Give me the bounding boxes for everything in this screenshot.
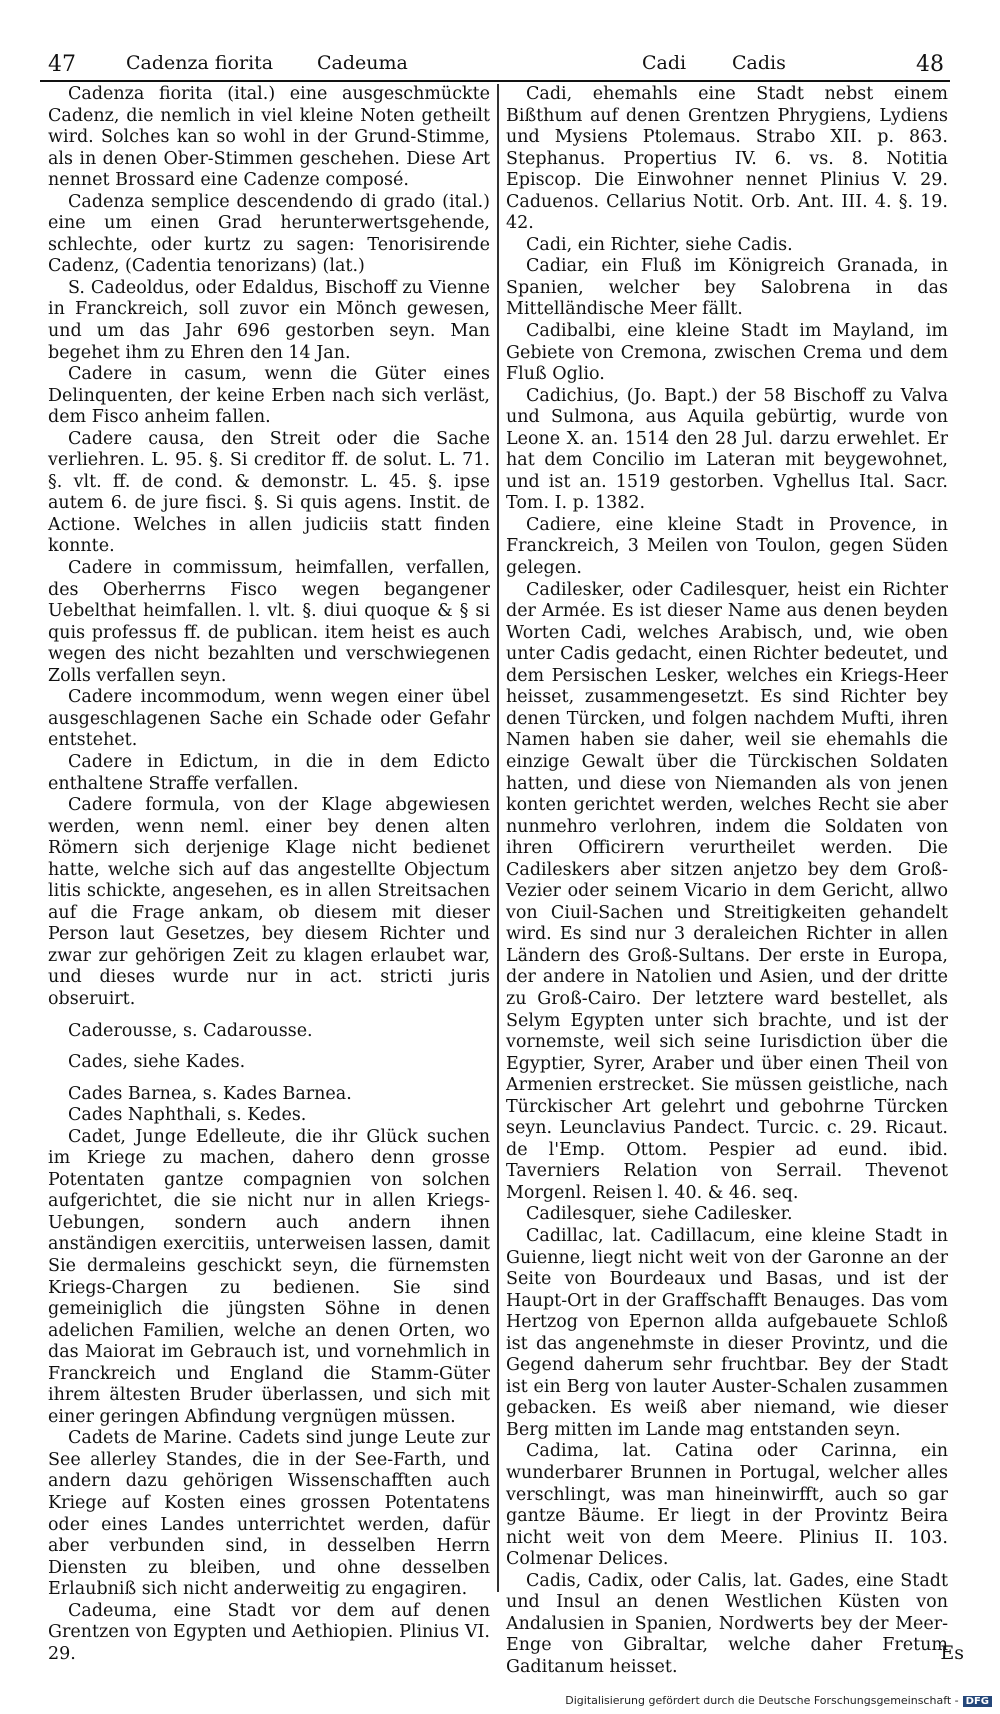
left-column (48, 84, 490, 1664)
entry: Cades Naphthali, s. Kedes. (68, 1105, 307, 1126)
entry: Cades, siehe Kades. (68, 1052, 246, 1073)
entry: Cades Barnea, s. Kades Barnea. (68, 1083, 352, 1104)
running-head-left-1: Cadenza fiorita (126, 52, 274, 74)
right-column (506, 84, 948, 1677)
entry: Cadilesker, oder Cadilesquer, heist ein Richter der Armée. Es ist dieser Name aus denen beyden Worten Cadi, welches Arabisch, und, wie oben unter Cadis gedacht, einen Richter bedeutet, und dem Persischen Lesker, welches ein Kriegs-Heer heisset, zusammengesetzt. Es sind Richter bey denen Türcken, und folgen nachdem Mufti, ihren Namen haben sie daher, weil sie ehemahls die einzige Gewalt über die Türckischen Soldaten hatten, und diese von Niemanden als von jenen konten gerichtet werden, welches Recht sie aber nunmehro verlohren, indem die Soldaten von ihren Officirern verurtheilet werden. Die Cadileskers aber sitzen anjetzo bey dem Groß-Vezier oder seinem Vicario in dem Gericht, allwo von Ciuil-Sachen und Streitigkeiten gehandelt wird. Es sind nur 3 deraleichen Richter in allen Ländern des Groß-Sultans. Der erste in Europa, der andere in Natolien und Asien, und der dritte zu Groß-Cairo. Der letztere ward bestellet, als Selym Egypten unter sich brachte, und ist der vornemste, weil sich seine Iurisdiction über die Egyptier, Syrer, Araber und über einen Theil von Armenien erstrecket. Sie müssen geistliche, nach Türckischer Art gelehrt und gebohrne Türcken seyn. Leunclavius Pandect. Turcic. c. 29. Ricaut. de l'Emp. Ottom. Pespier ad eund. ibid. Taverniers Relation von Serrail. Thevenot Morgenl. Reisen l. 40. & 46. seq. (506, 579, 948, 1203)
entry: Cadere in Edictum, in die in dem Edicto enthaltene Straffe verfallen. (48, 751, 490, 794)
entry: Cadis, Cadix, oder Calis, lat. Gades, eine Stadt und Insul an denen Westlichen Küsten von Andalusien in Spanien, Nordwerts bey der Meer-Enge von Gibraltar, welche daher Fretum Gaditanum heisset. (506, 1570, 948, 1677)
entry: Cadiere, eine kleine Stadt in Provence, in Franckreich, 3 Meilen von Toulon, gegen Süden gelegen. (506, 514, 948, 579)
entry: Cadilesquer, siehe Cadilesker. (526, 1204, 793, 1225)
entry: Cadere incommodum, wenn wegen einer übel ausgeschlagenen Sache ein Schade oder Gefahr entstehet. (48, 687, 490, 751)
entry: Cadenza fiorita (ital.) eine ausgeschmückte Cadenz, die nemlich in viel kleine Noten getheilt wird. Solches kan so wohl in der Grund-Stimme, als in denen Ober-Stimmen geschehen. Diese Art nennet Brossard eine Cadenze composé. (48, 84, 490, 191)
entry: Cadibalbi, eine kleine Stadt im Mayland, im Gebiete von Cremona, zwischen Crema und dem Fluß Oglio. (506, 321, 948, 385)
page-number-right: 48 (916, 52, 944, 77)
catchword: Es (940, 1642, 964, 1664)
entry: Cadima, lat. Catina oder Carinna, ein wunderbarer Brunnen in Portugal, welcher alles verschlingt, was man hineinwirfft, auch so gar gantze Bäume. Er liegt in der Provintz Beira nicht weit von dem Meere. Plinius II. 103. Colmenar Delices. (506, 1441, 948, 1570)
column-divider (497, 84, 499, 1592)
entry: Cadets de Marine. Cadets sind junge Leute zur See allerley Standes, die in der See-Farth, und andern dazu gehörigen Wissenschafften auch Kriege auf Kosten eines grossen Potentatens oder eines Landes unterrichtet werden, dafür aber verbunden sind, in desselben Herrn Diensten zu bleiben, und ohne desselben Erlaubniß sich nicht anderweitig zu engagiren. (48, 1428, 490, 1600)
entry: Cadichius, (Jo. Bapt.) der 58 Bischoff zu Valva und Sulmona, aus Aquila gebürtig, wurde von Leone X. an. 1514 den 28 Jul. darzu erwehlet. Er hat dem Concilio im Lateran mit beygewohnet, und ist an. 1519 gestorben. Vghellus Ital. Sacr. Tom. I. p. 1382. (506, 385, 948, 514)
entry: Cadet, Junge Edelleute, die ihr Glück suchen im Kriege zu machen, dahero denn grosse Potentaten gantze compagnien von solchen aufgerichtet, die sie nicht nur in allen Kriegs-Uebungen, sondern auch andern ihnen anständigen exercitiis, unterweisen lassen, damit Sie dermaleins geschickt seyn, die fürnemsten Kriegs-Chargen zu bedienen. Sie sind gemeiniglich die jüngsten Söhne in denen adelichen Familien, welche an denen Orten, wo das Maiorat im Gebrauch ist, und vornehmlich in Franckreich und England die Stamm-Güter ihrem ältesten Bruder überlassen, und sich mit einer geringen Abfindung vergnügen müssen. (48, 1126, 490, 1427)
digitization-footer (565, 1694, 992, 1707)
entry: S. Cadeoldus, oder Edaldus, Bischoff zu Vienne in Franckreich, soll zuvor ein Mönch gewesen, und um das Jahr 696 gestorben seyn. Man begehet ihm zu Ehren den 14 Jan. (48, 277, 490, 363)
entry: Cadenza semplice descendendo di grado (ital.) eine um einen Grad herunterwertsgehende, schlechte, oder kurtz zu sagen: Tenorisirende Cadenz, (Cadentia tenorizans) (lat.) (48, 191, 490, 277)
entry: Cadeuma, eine Stadt vor dem auf denen Grentzen von Egypten und Aethiopien. Plinius VI. 29. (48, 1600, 490, 1664)
entry: Cadere causa, den Streit oder die Sache verliehren. L. 95. §. Si creditor ff. de solut. L. 71. §. vlt. ff. de cond. & demonstr. L. 45. §. ipse autem 6. de jure fisci. §. Si quis agens. Instit. de Actione. Welches in allen judiciis statt finden konnte. (48, 428, 490, 557)
page-header (40, 50, 950, 82)
entry: Cadi, ehemahls eine Stadt nebst einem Bißthum auf denen Grentzen Phrygiens, Lydiens und Mysiens Ptolemaus. Strabo XII. p. 863. Stephanus. Propertius IV. 6. vs. 8. Notitia Episcop. Die Einwohner nennet Plinius V. 29. Caduenos. Cellarius Notit. Orb. Ant. III. 4. §. 19. 42. (506, 84, 948, 234)
page-number-left: 47 (48, 52, 76, 77)
running-head-right-1: Cadi (642, 52, 687, 74)
entry: Cadiar, ein Fluß im Königreich Granada, in Spanien, welcher bey Salobrena in das Mittelländische Meer fällt. (506, 256, 948, 320)
entry: Caderousse, s. Cadarousse. (68, 1020, 313, 1041)
entry: Cadere in commissum, heimfallen, verfallen, des Oberherrns Fisco wegen begangener Uebelthat heimfallen. l. vlt. §. diui quoque & § si quis professus ff. de publican. item heist es auch wegen des nicht bezahlten und verschwiegenen Zolls verfallen seyn. (48, 558, 490, 686)
entry: Cadi, ein Richter, siehe Cadis. (526, 234, 793, 255)
entry: Cadere formula, von der Klage abgewiesen werden, wenn neml. einer bey denen alten Römern sich derjenige Klage nicht bedienet hatte, welche sich auf das angestellte Objectum litis schickte, angesehen, es in allen Streitsachen auf die Frage ankam, ob diesem mit dieser Person laut Gesetzes, bey diesem Richter und zwar zur gehörigen Zeit zu klagen erlaubet war, und dieses wurde nur in act. stricti juris obseruirt. (48, 795, 490, 1009)
footer-text: Digitalisierung gefördert durch die Deutsche Forschungsgemeinschaft - (565, 1694, 959, 1707)
running-head-left-2: Cadeuma (317, 52, 408, 74)
entry: Cadere in casum, wenn die Güter eines Delinquenten, der keine Erben nach sich verläst, dem Fisco anheim fallen. (48, 364, 490, 428)
running-head-right-2: Cadis (732, 52, 786, 74)
dfg-logo: DFG (963, 1696, 992, 1707)
entry: Cadillac, lat. Cadillacum, eine kleine Stadt in Guienne, liegt nicht weit von der Garonne an der Seite von Bourdeaux und Basas, und ist der Haupt-Ort in der Graffschafft Benauges. Das vom Hertzog von Epernon allda aufgebauete Schloß ist das angenehmste in dieser Provintz, und die Gegend daherum sehr fruchtbar. Bey der Stadt ist ein Berg von lauter Auster-Schalen zusammen gebacken. Es weiß aber niemand, wie dieser Berg mitten im Lande mag entstanden seyn. (506, 1225, 948, 1440)
